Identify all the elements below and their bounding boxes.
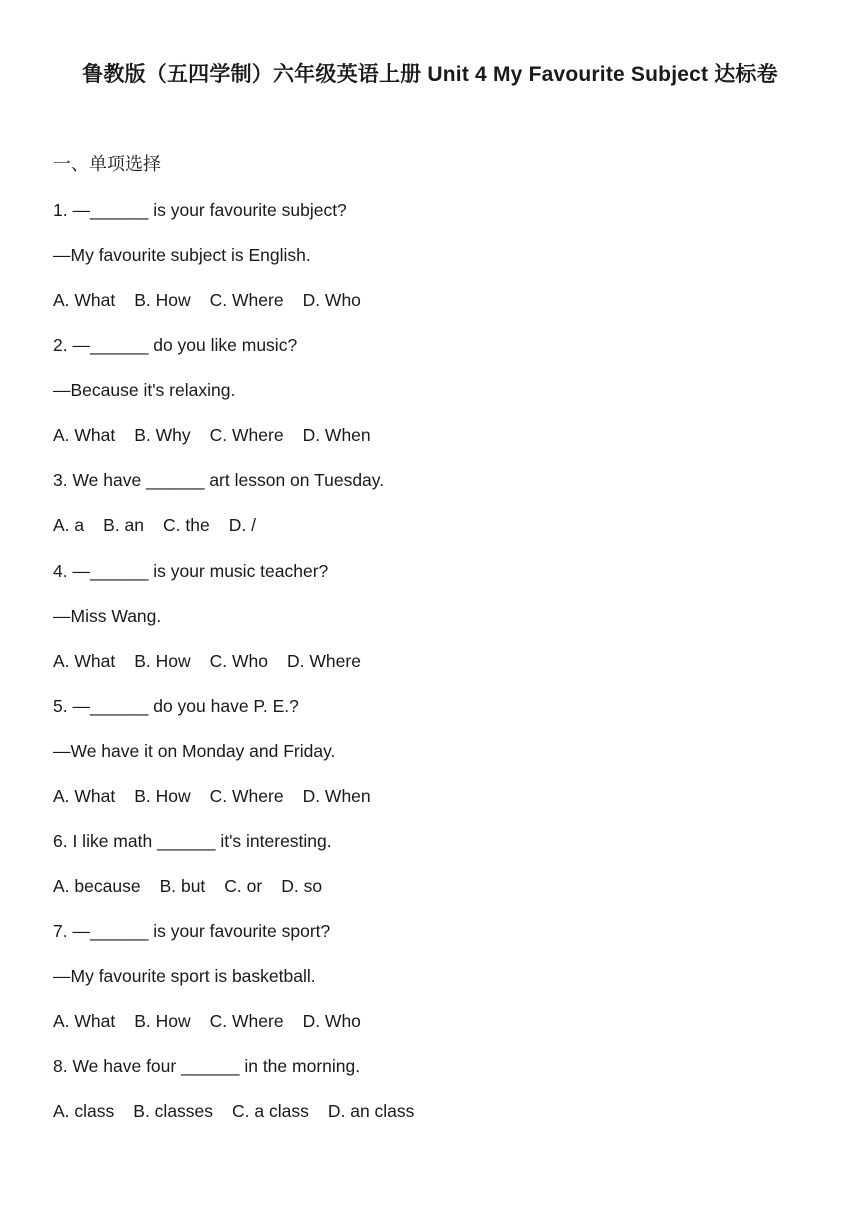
option-a: A. What — [53, 650, 116, 671]
question-1-options — [53, 286, 833, 331]
option-a: A. What — [53, 785, 116, 806]
option-c: C. Where — [209, 425, 284, 446]
option-a: A. because — [53, 875, 141, 896]
question-4-stem: 4. —______ is your music teacher? — [53, 560, 329, 581]
option-b: B. How — [134, 1011, 191, 1032]
question-4-response: —Miss Wang. — [53, 605, 162, 626]
question-5-stem: 5. —______ do you have P. E.? — [53, 695, 299, 716]
option-d: D. so — [281, 875, 323, 896]
question-7-stem: 7. —______ is your favourite sport? — [53, 921, 331, 941]
option-b: B. How — [134, 650, 191, 671]
question-5-options — [53, 782, 833, 827]
question-7-options — [53, 1007, 833, 1052]
option-c: C. Who — [209, 650, 269, 671]
option-b: B. How — [134, 290, 191, 311]
option-b: B. but — [159, 875, 206, 896]
option-a: A. class — [53, 1101, 115, 1122]
question-1-stem: 1. —______ is your favourite subject? — [53, 200, 347, 220]
question-2-stem: 2. —______ do you like music? — [53, 335, 298, 356]
option-d: D. an class — [327, 1101, 415, 1122]
option-d: D. Where — [287, 650, 361, 671]
question-1-response: —My favourite subject is English. — [53, 245, 311, 266]
option-d: D. / — [228, 515, 256, 536]
option-c: C. or — [224, 875, 263, 896]
option-d: D. Who — [302, 290, 361, 311]
page-title: 鲁教版（五四学制）六年级英语上册 Unit 4 My Favourite Subject 达标卷 — [82, 63, 778, 86]
option-a: A. a — [53, 515, 85, 536]
question-3-stem: 3. We have ______ art lesson on Tuesday. — [53, 470, 385, 491]
question-6-stem: 6. I like math ______ it's interesting. — [53, 830, 332, 851]
question-6-options — [53, 872, 833, 917]
section-heading: 一、单项选择 — [53, 154, 161, 174]
question-2-options — [53, 421, 833, 466]
option-c: C. the — [163, 515, 210, 536]
option-b: B. How — [134, 785, 191, 806]
option-a: A. What — [53, 1011, 116, 1032]
question-8-stem: 8. We have four ______ in the morning. — [53, 1056, 361, 1077]
option-b: B. an — [103, 515, 145, 536]
question-8-options — [53, 1097, 833, 1142]
option-c: C. a class — [232, 1101, 309, 1122]
option-b: B. classes — [133, 1101, 214, 1122]
question-2-response: —Because it's relaxing. — [53, 380, 236, 401]
option-c: C. Where — [209, 290, 284, 311]
question-5-response: —We have it on Monday and Friday. — [53, 740, 336, 761]
option-c: C. Where — [209, 785, 284, 806]
option-b: B. Why — [134, 425, 191, 446]
question-3-options — [53, 511, 833, 556]
option-c: C. Where — [209, 1011, 284, 1032]
question-4-options — [53, 647, 833, 692]
option-a: A. What — [53, 290, 116, 311]
question-7-response: —My favourite sport is basketball. — [53, 966, 316, 987]
option-d: D. Who — [302, 1011, 361, 1032]
option-a: A. What — [53, 425, 116, 446]
option-d: D. When — [302, 425, 371, 446]
option-d: D. When — [302, 785, 371, 806]
question-list — [53, 196, 833, 1142]
